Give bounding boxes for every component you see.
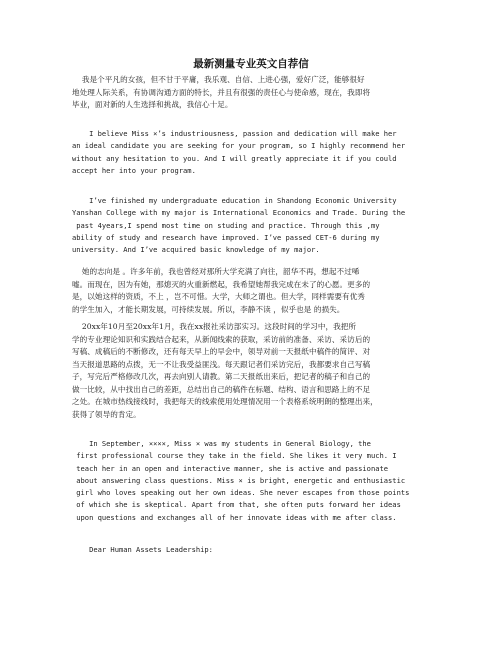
intro-paragraph-cn	[72, 74, 432, 112]
text-line: without any hesitation to you. And I will greatly appreciate it if you could	[72, 153, 397, 163]
text-line: ability of study and research have improved. I’ve passed CET-6 during my	[72, 232, 380, 242]
text-line: 学的专业理论知识和实践结合起来，从新闻线索的获取，采访前的准备、采访、采访后的	[72, 334, 371, 344]
text-line: accept her into your program.	[72, 165, 196, 175]
document-title: 最新测量专业英文自荐信	[193, 58, 309, 70]
text-line: 毕业，面对新的人生选择和挑战，我信心十足。	[72, 100, 233, 109]
text-line: 做一比较，从中找出自己的差距，总结出自己的稿件在标题、结构、语言和思路上的不足	[72, 384, 371, 394]
text-line: girl who loves speaking out her own ideas. She never escapes from those points	[72, 488, 410, 498]
text-line: 20xx年10月至20xx年1月，我在xx报社采访部实习。这段时间的学习中，我把所	[72, 322, 357, 331]
text-line: Yanshan College with my major is International Economics and Trade. During the	[72, 208, 406, 218]
text-line: first professional course they take in the field. She likes it very much. I	[72, 451, 397, 461]
text-line: 当天报道思路的点拨，无一不让我受益匪浅。每天跟记者们采访完后，我都要求自己写稿	[72, 359, 371, 369]
student-paragraph-en	[72, 438, 432, 524]
text-line: 获得了领导的肯定。	[72, 409, 141, 419]
text-line: 的学生加入，才能长期发展，可持续发展。所以，李静不读 ，似乎也是 的损失。	[72, 304, 345, 314]
text-line: 是，以她这样的资质，不上 ，岂不可惜。大学，大师之谓也。但大学，同样需要有优秀	[72, 292, 365, 301]
salutation-paragraph-en	[72, 544, 432, 556]
text-line: In September, ××××, Miss × was my students in General Biology, the	[72, 439, 371, 448]
recommendation-paragraph-en	[72, 128, 432, 177]
text-line: past 4years,I spend most time on studing and practice. Through this ,my	[72, 220, 380, 230]
text-line: I’ve finished my undergraduate education in Shandong Economic University	[72, 196, 397, 205]
text-line: of which she is skeptical. Apart from that, she often puts forward her ideas	[72, 500, 401, 510]
text-line: 写稿、成稿后的不断修改，还有每天早上的早会中，领导对前一天报纸中稿件的简评、对	[72, 347, 371, 356]
text-line: about answering class questions. Miss × is bright, energetic and enthusiastic	[72, 475, 406, 485]
text-line: 嘘。而现在，因为有她，那熄灭的火重新燃起，我希望她帮我完成在未了的心愿。更多的	[72, 279, 371, 289]
text-line: 之处。在城市热线接线时，我把每天的线索使用处理情况用一个表格系统明朗的整理出来，	[72, 397, 378, 406]
text-line: 我是个平凡的女孩，但不甘于平庸，我乐观、自信、上进心强，爱好广泛，能够很好	[72, 75, 365, 84]
text-line: I believe Miss ×’s industriousness, passion and dedication will make her	[72, 129, 397, 138]
text-line: university. And I’ve acquired basic knowledge of my major.	[72, 245, 320, 255]
text-line: 她的志向是 。许多年前，我也曾经对那所大学充满了向往，韶华不再，想起不过唏	[72, 267, 360, 276]
text-line: 子，写完后严格修改几次，再去向别人请教。第二天报纸出来后，把记者的稿子和自己的	[72, 372, 371, 381]
internship-paragraph-cn	[72, 321, 432, 421]
ambition-paragraph-cn	[72, 266, 432, 316]
education-paragraph-en	[72, 195, 432, 256]
text-line: upon questions and exchanges all of her innovate ideas with me after class.	[72, 512, 397, 522]
text-line: an ideal candidate you are seeking for your program, so I highly recommend her	[72, 141, 406, 151]
text-line: 地处理人际关系，有协调沟通方面的特长，并且有很强的责任心与使命感，现在，我即将	[72, 87, 371, 97]
text-line: teach her in an open and interactive manner, she is active and passionate	[72, 463, 389, 473]
text-line: Dear Human Assets Leadership:	[72, 545, 213, 554]
